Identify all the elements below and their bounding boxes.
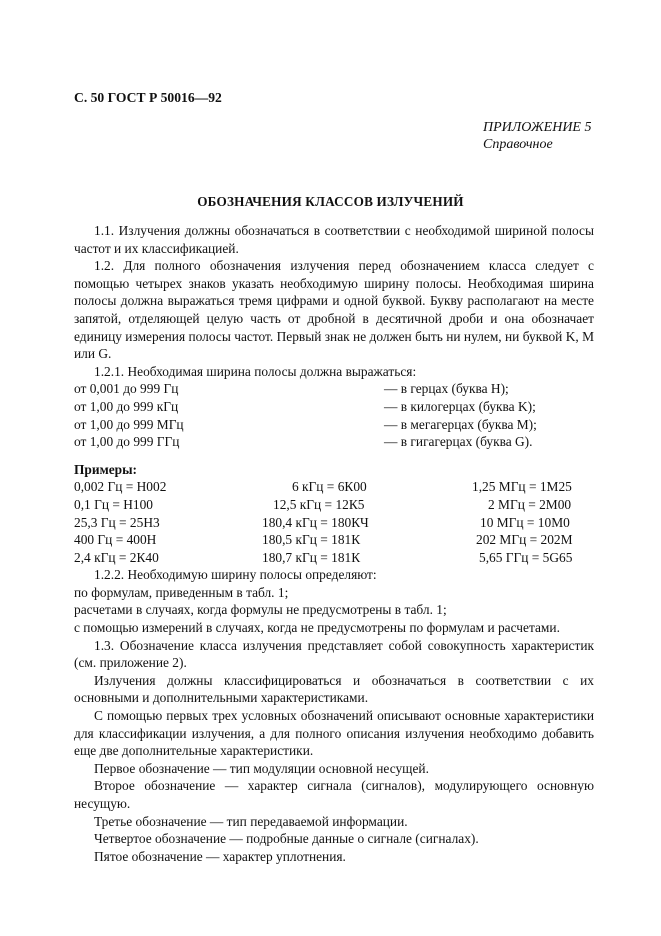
example-cell: 5,65 ГГц = 5G65: [479, 549, 573, 565]
section-title: ОБОЗНАЧЕНИЯ КЛАССОВ ИЗЛУЧЕНИЙ: [197, 194, 464, 209]
range-unit: — в герцах (буква H);: [384, 381, 509, 397]
paragraph-1-3: 1.3. Обозначение класса излучения представляет собой совокупность характеристик (см. приложение 2).: [74, 637, 594, 671]
page-header: С. 50 ГОСТ Р 50016—92: [74, 90, 222, 105]
range-text: от 1,00 до 999 кГц: [74, 398, 179, 414]
appendix-label: ПРИЛОЖЕНИЕ 5: [483, 120, 592, 135]
example-cell: 400 Гц = 400Н: [74, 532, 157, 548]
paragraph-1-1: 1.1. Излучения должны обозначаться в соответствии с необходимой шириной полосы частот и их классификацией.: [74, 223, 594, 256]
paragraph-first-three: С помощью первых трех условных обозначений описывают основные характеристики для классификации излучения, а для полного описания излучения необходимо добавить еще две дополнительные характеристики.: [74, 708, 594, 759]
examples-table: [74, 478, 594, 566]
example-cell: 1,25 МГц = 1М25: [472, 479, 572, 495]
example-row: [74, 478, 594, 496]
range-unit: — в мегагерцах (буква M);: [384, 416, 537, 432]
range-unit: — в килогерцах (буква K);: [384, 398, 536, 414]
paragraph-1-2: 1.2. Для полного обозначения излучения перед обозначением класса следует с помощью четырех знаков указать необходимую ширину полосы. Необходимая ширина полосы должна выражаться тремя цифрами и одной буквой. Букву располагают на месте запятой, отделяющей целую часть от дробной в десятичной дроби и она обозначает единицу измерения полосы частот. Первый знак не должен быть ни нулем, ни буквой K, M или G.: [74, 258, 594, 362]
paragraph-designation-3: Третье обозначение — тип передаваемой информации.: [94, 813, 408, 829]
paragraph-designation-1: Первое обозначение — тип модуляции основной несущей.: [94, 760, 429, 776]
range-row: [74, 380, 594, 398]
example-cell: 180,4 кГц = 180КЧ: [262, 514, 369, 530]
document-body: [74, 222, 594, 865]
examples-label: Примеры:: [74, 461, 138, 477]
example-cell: 12,5 кГц = 12К5: [273, 496, 365, 512]
range-text: от 0,001 до 999 Гц: [74, 381, 179, 397]
paragraph-1-2-1: 1.2.1. Необходимая ширина полосы должна выражаться:: [94, 363, 417, 379]
paragraph-designation-4: Четвертое обозначение — подробные данные о сигнале (сигналах).: [94, 831, 479, 847]
example-cell: 6 кГц = 6К00: [292, 479, 367, 495]
paragraph-1-2-2: 1.2.2. Необходимую ширину полосы определяют:: [94, 567, 377, 583]
example-cell: 0,1 Гц = Н100: [74, 496, 153, 512]
example-cell: 10 МГц = 10М0: [480, 514, 570, 530]
example-row: [74, 549, 594, 567]
paragraph-classification: Излучения должны классифицироваться и обозначаться в соответствии с их основными и дополнительными характеристиками.: [74, 672, 594, 706]
paragraph-designation-2: Второе обозначение — характер сигнала (сигналов), модулирующего основную несущую.: [74, 778, 594, 811]
bandwidth-range-list: [74, 380, 594, 450]
example-cell: 2 МГц = 2М00: [488, 496, 572, 512]
example-cell: 0,002 Гц = Н002: [74, 479, 167, 495]
paragraph-formula: по формулам, приведенным в табл. 1;: [74, 584, 289, 600]
range-text: от 1,00 до 999 ГГц: [74, 434, 180, 450]
example-cell: 180,7 кГц = 181К: [262, 549, 361, 565]
range-row: [74, 433, 594, 451]
paragraph-designation-5: Пятое обозначение — характер уплотнения.: [94, 848, 346, 864]
example-row: [74, 514, 594, 532]
example-cell: 180,5 кГц = 181К: [262, 532, 361, 548]
example-cell: 202 МГц = 202М: [476, 532, 573, 548]
paragraph-measurement: с помощью измерений в случаях, когда не предусмотрены по формулам и расчетами.: [74, 620, 560, 636]
example-cell: 25,3 Гц = 25Н3: [74, 514, 160, 530]
appendix-block: [483, 119, 591, 153]
paragraph-calculation: расчетами в случаях, когда формулы не предусмотрены в табл. 1;: [74, 602, 447, 618]
range-unit: — в гигагерцах (буква G).: [384, 434, 533, 450]
appendix-type: Справочное: [483, 137, 553, 152]
example-row: [74, 496, 594, 514]
range-text: от 1,00 до 999 МГц: [74, 416, 184, 432]
example-row: [74, 531, 594, 549]
range-row: [74, 398, 594, 416]
example-cell: 2,4 кГц = 2К40: [74, 549, 159, 565]
range-row: [74, 416, 594, 434]
